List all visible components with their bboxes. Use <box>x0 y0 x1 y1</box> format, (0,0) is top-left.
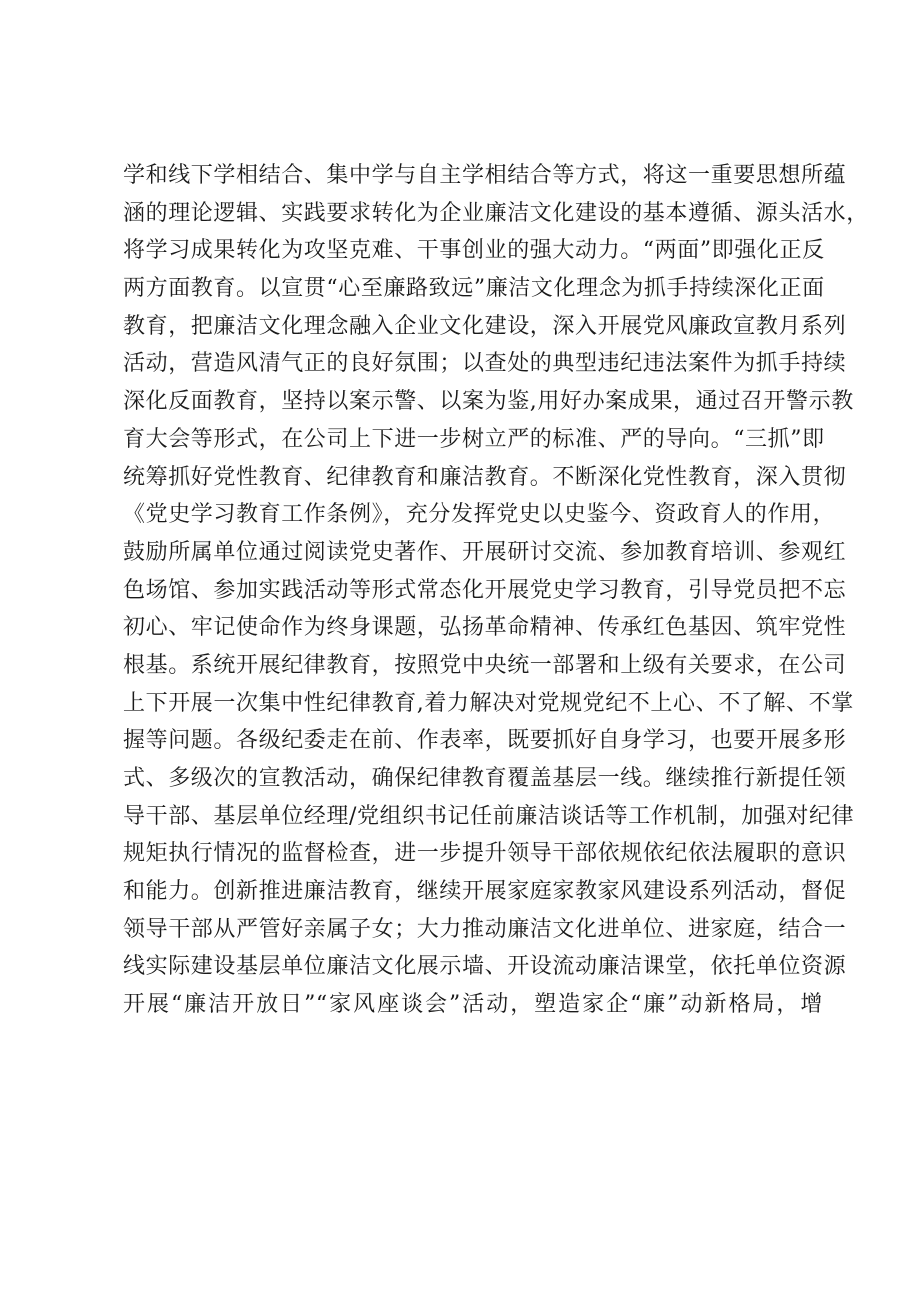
text-line: 涵的理论逻辑、实践要求转化为企业廉洁文化建设的基本遵循、源头活水， <box>123 200 869 226</box>
text-line: 《党史学习教育工作条例》，充分发挥党史以史鉴今、资政育人的作用， <box>123 502 836 528</box>
text-line: 上下开展一次集中性纪律教育,着力解决对党规党纪不上心、不了解、不掌 <box>123 690 854 716</box>
text-line: 学和线下学相结合、集中学与自主学相结合等方式，将这一重要思想所蕴 <box>123 163 847 188</box>
text-line: 式、多级次的宣教活动，确保纪律教育覆盖基层一线。继续推行新提任领 <box>123 766 847 791</box>
text-line: 开展“廉洁开放日”“家风座谈会”活动，塑造家企“廉”动新格局，增 <box>123 992 823 1018</box>
text-line: 活动，营造风清气正的良好氛围；以查处的典型违纪违法案件为抓手持续 <box>123 351 847 377</box>
text-line: 鼓励所属单位通过阅读党史著作、开展研讨交流、参加教育培训、参观红 <box>123 539 847 565</box>
text-line: 导干部、基层单位经理/党组织书记任前廉洁谈话等工作机制，加强对纪律 <box>123 803 855 829</box>
text-line: 统筹抓好党性教育、纪律教育和廉洁教育。不断深化党性教育，深入贯彻 <box>123 464 847 490</box>
text-line: 深化反面教育，坚持以案示警、以案为鉴,用好办案成果，通过召开警示教 <box>123 389 854 415</box>
text-line: 将学习成果转化为攻坚克难、干事创业的强大动力。“两面”即强化正反 <box>123 238 825 264</box>
text-line: 规矩执行情况的监督检查，进一步提升领导干部依规依纪依法履职的意识 <box>123 841 847 867</box>
text-line: 教育，把廉洁文化理念融入企业文化建设，深入开展党风廉政宣教月系列 <box>123 313 847 339</box>
body-paragraph <box>123 157 869 1024</box>
text-line: 色场馆、参加实践活动等形式常态化开展党史学习教育，引导党员把不忘 <box>123 577 847 603</box>
text-line: 育大会等形式，在公司上下进一步树立严的标准、严的导向。“三抓”即 <box>123 426 825 452</box>
text-line: 线实际建设基层单位廉洁文化展示墙、开设流动廉洁课堂，依托单位资源 <box>123 954 847 980</box>
text-line: 两方面教育。以宣贯“心至廉路致远”廉洁文化理念为抓手持续深化正面 <box>123 276 825 302</box>
text-line: 领导干部从严管好亲属子女；大力推动廉洁文化进单位、进家庭，结合一 <box>123 916 847 942</box>
text-line: 初心、牢记使命作为终身课题，弘扬革命精神、传承红色基因、筑牢党性 <box>123 615 847 641</box>
text-line: 和能力。创新推进廉洁教育，继续开展家庭家教家风建设系列活动，督促 <box>123 879 847 905</box>
text-line: 根基。系统开展纪律教育，按照党中央统一部署和上级有关要求，在公司 <box>123 652 847 678</box>
text-line: 握等问题。各级纪委走在前、作表率，既要抓好自身学习，也要开展多形 <box>123 728 847 754</box>
